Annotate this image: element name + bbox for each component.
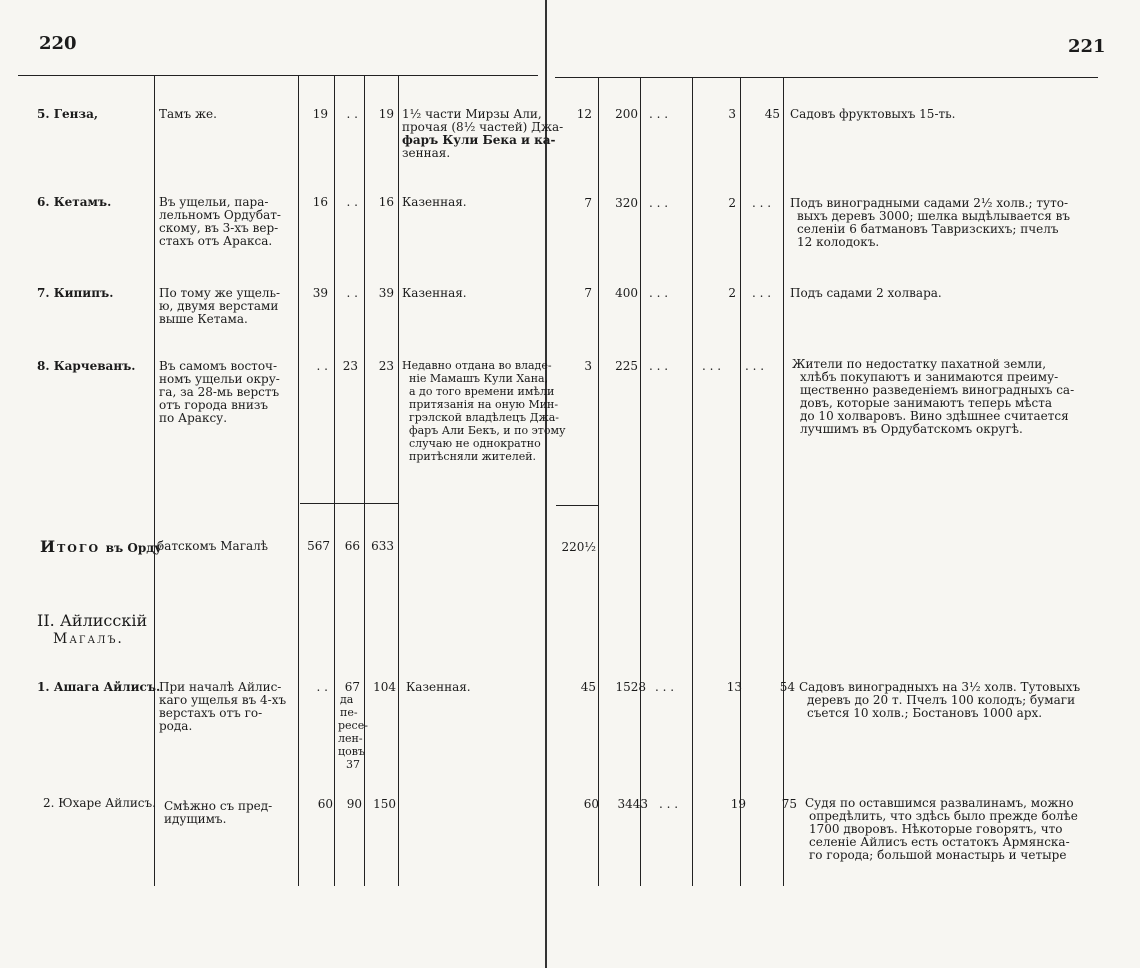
right-page-number: 221 <box>1068 36 1106 57</box>
village-location: га, за 28-мь верстъ <box>159 385 280 399</box>
owner-line: грэлской владѣлецъ Джа- <box>409 411 559 424</box>
right-col3: . . . <box>649 286 669 300</box>
count-col3: 39 <box>378 286 394 300</box>
village-name: 5. Генза, <box>37 107 99 121</box>
remark-line: Подъ виноградными садами 2½ холв.; туто- <box>790 196 1069 210</box>
owner-line: 1½ части Мирзы Али, <box>402 107 542 121</box>
right-col1: 12 <box>576 107 592 121</box>
count-col2: 90 <box>346 797 362 811</box>
left-header-rule <box>18 75 538 76</box>
count-col1: 60 <box>317 797 333 811</box>
remark-line: деревъ до 20 т. Пчелъ 100 колодъ; бумаги <box>807 693 1076 707</box>
remark-line: до 10 холваровъ. Вино здѣшнее считается <box>800 409 1069 423</box>
remark-line: лучшимъ въ Ордубатскомъ округѣ. <box>800 422 1023 436</box>
remark-line: селеніе Айлисъ есть остатокъ Армянска- <box>809 835 1070 849</box>
village-location: рода. <box>159 719 193 733</box>
count-col2: . . <box>346 107 358 121</box>
right-col5: 13 <box>726 680 742 694</box>
village-name: 7. Кипипъ. <box>37 286 114 300</box>
right-col2: 200 <box>615 107 638 121</box>
count-col3: 150 <box>373 797 396 811</box>
total-col2: 66 <box>344 539 360 553</box>
owner-line: Недавно отдана во владе- <box>402 359 552 372</box>
owner-line: фаръ Али Бекъ, и по этому <box>409 424 566 437</box>
village-location: номъ ущельи окру- <box>159 372 280 386</box>
owner-line: Казенная. <box>402 195 467 209</box>
right-col1: 7 <box>584 196 592 210</box>
right-col2: 400 <box>615 286 638 300</box>
remark-line: Садовъ фруктовыхъ 15-ть. <box>790 107 956 121</box>
total-label-a: Итого <box>40 537 101 556</box>
right-col-line-1 <box>598 78 599 886</box>
village-name: 6. Кетамъ. <box>37 195 112 209</box>
right-col3: . . . <box>649 196 669 210</box>
right-col4: . . . <box>702 359 722 373</box>
left-col-line-1 <box>154 76 155 886</box>
right-col3: . . . <box>649 359 669 373</box>
count-col2-note: пе- <box>340 706 358 719</box>
left-col-line-3 <box>334 76 335 886</box>
count-col2: 67 <box>344 680 360 694</box>
right-col-line-4 <box>740 78 741 886</box>
right-header-rule <box>555 77 1098 78</box>
remark-line: го города; большой монастырь и четыре <box>809 848 1067 862</box>
village-location: отъ города внизъ <box>159 398 269 412</box>
village-name: 1. Ашага Айлисъ. <box>37 680 161 694</box>
right-col3: . . . <box>659 797 679 811</box>
count-col2: . . <box>346 286 358 300</box>
village-location: лельномъ Ордубат- <box>159 208 281 222</box>
total-col3: 633 <box>371 539 394 553</box>
owner-line: а до того времени имѣли <box>409 385 555 398</box>
owner-line: Казенная. <box>406 680 471 694</box>
village-location: Смѣжно съ пред- <box>164 799 273 813</box>
count-col2-note: цовъ <box>338 745 365 758</box>
section-heading: II. Айлисскій <box>37 611 148 630</box>
left-col-line-4 <box>364 76 365 886</box>
remark-line: Жители по недостатку пахатной земли, <box>792 357 1047 371</box>
right-col1: 60 <box>583 797 599 811</box>
right-col1: 45 <box>580 680 596 694</box>
count-col3: 19 <box>378 107 394 121</box>
right-col2: 1528 <box>615 680 646 694</box>
village-location: верстахъ отъ го- <box>159 706 263 720</box>
owner-line: прочая (8½ частей) Джа- <box>402 120 564 134</box>
village-location: скому, въ 3-хъ вер- <box>159 221 279 235</box>
right-col5: 2 <box>728 286 736 300</box>
remark-line: 12 колодокъ. <box>797 235 880 249</box>
left-subtotal-rule <box>300 503 398 504</box>
count-col3: 23 <box>378 359 394 373</box>
count-col2-note: 37 <box>346 758 360 771</box>
owner-line: ніе Мамашъ Кули Хана, <box>409 372 549 385</box>
owner-line: притязанія на оную Мин- <box>409 398 559 411</box>
count-col1: 16 <box>312 195 328 209</box>
total-col1: 567 <box>307 539 330 553</box>
owner-line: случаю не однократно <box>409 437 541 450</box>
remark-line: 1700 дворовъ. Нѣкоторые говорятъ, что <box>809 822 1063 836</box>
owner-line: Казенная. <box>402 286 467 300</box>
right-col6: 45 <box>764 107 780 121</box>
right-col-line-2 <box>640 78 641 886</box>
remark-line: хлѣбъ покупаютъ и занимаются преиму- <box>800 370 1059 384</box>
owner-line: притѣсняли жителей. <box>409 450 537 463</box>
right-subtotal-rule <box>556 505 598 506</box>
right-col5: 3 <box>728 107 736 121</box>
village-name: 8. Карчеванъ. <box>37 359 136 373</box>
village-location: Въ ущельи, пара- <box>159 195 269 209</box>
village-location: по Араксу. <box>159 411 228 425</box>
count-col2: . . <box>346 195 358 209</box>
right-col6: . . . <box>752 286 772 300</box>
total-label <box>40 538 162 557</box>
count-col1: 19 <box>312 107 328 121</box>
remark-line: опредѣлить, что здѣсь было прежде болѣе <box>809 809 1078 823</box>
section-subheading: Магалъ. <box>53 631 124 647</box>
village-location: идущимъ. <box>164 812 227 826</box>
village-location: По тому же ущель- <box>159 286 281 300</box>
count-col1: . . <box>316 359 328 373</box>
count-col1: 39 <box>312 286 328 300</box>
village-location: каго ущелья въ 4-хъ <box>159 693 287 707</box>
right-col2: 3443 <box>617 797 648 811</box>
left-col-line-2 <box>298 76 299 886</box>
village-location: Въ самомъ восточ- <box>159 359 278 373</box>
count-col3: 16 <box>378 195 394 209</box>
remark-line: щественно разведеніемъ виноградныхъ са- <box>800 383 1075 397</box>
right-col3: . . . <box>655 680 675 694</box>
total-label-c: батскомъ Магалѣ <box>157 539 268 553</box>
village-name: 2. Юхаре Айлисъ. <box>43 796 156 810</box>
remark-line: съется 10 холв.; Бостановъ 1000 арх. <box>807 706 1043 720</box>
count-col3: 104 <box>373 680 396 694</box>
village-location: При началѣ Айлис- <box>159 680 282 694</box>
village-location: ю, двумя верстами <box>159 299 279 313</box>
right-col5: 19 <box>730 797 746 811</box>
remark-line: довъ, которые занимаютъ теперь мѣста <box>800 396 1053 410</box>
right-col3: . . . <box>649 107 669 121</box>
owner-line: зенная. <box>402 146 451 160</box>
right-col5: 2 <box>728 196 736 210</box>
right-col6: . . . <box>752 196 772 210</box>
right-col5: . . . <box>745 359 765 373</box>
right-total: 220½ <box>561 540 596 554</box>
right-col2: 320 <box>615 196 638 210</box>
right-col6: 75 <box>781 797 797 811</box>
count-col2-note: да <box>340 693 354 706</box>
left-col-line-5 <box>398 76 399 886</box>
count-col2-note: лен- <box>338 732 363 745</box>
count-col1: . . <box>316 680 328 694</box>
remark-line: селеніи 6 батмановъ Тавризскихъ; пчелъ <box>797 222 1059 236</box>
remark-line: Садовъ виноградныхъ на 3½ холв. Тутовыхъ <box>799 680 1081 694</box>
right-col1: 3 <box>584 359 592 373</box>
remark-line: Подъ садами 2 холвара. <box>790 286 942 300</box>
remark-line: Судя по оставшимся развалинамъ, можно <box>805 796 1074 810</box>
owner-line: фаръ Кули Бека и ка- <box>402 133 556 147</box>
village-location: стахъ отъ Аракса. <box>159 234 273 248</box>
count-col2: 23 <box>342 359 358 373</box>
left-page-number: 220 <box>39 33 77 54</box>
village-location: Тамъ же. <box>159 107 217 121</box>
right-col2: 225 <box>615 359 638 373</box>
village-location: выше Кетама. <box>159 312 248 326</box>
total-label-b: въ Орду <box>105 541 162 555</box>
right-col-line-3 <box>692 78 693 886</box>
right-col-line-5 <box>783 78 784 886</box>
right-col1: 7 <box>584 286 592 300</box>
right-col6: 54 <box>779 680 795 694</box>
count-col2-note: ресе- <box>338 719 368 732</box>
remark-line: выхъ деревъ 3000; шелка выдѣлывается въ <box>797 209 1070 223</box>
